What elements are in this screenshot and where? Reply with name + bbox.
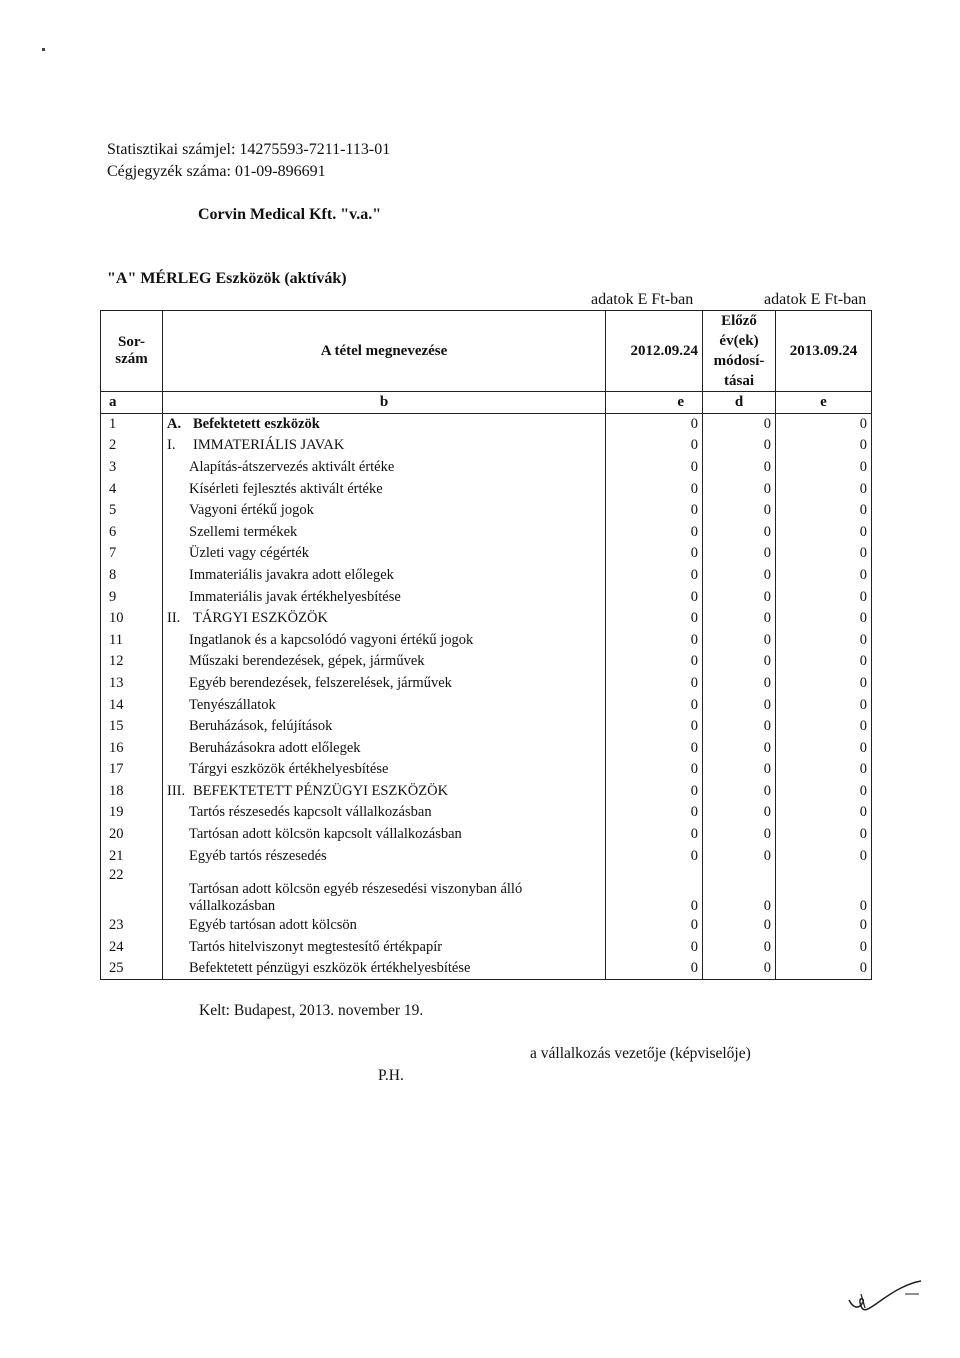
row-label-continued: vállalkozásban bbox=[189, 897, 276, 914]
row-label-cell bbox=[163, 457, 606, 479]
row-label-cell bbox=[163, 781, 606, 803]
table-row bbox=[101, 435, 872, 457]
value-curr: 0 bbox=[776, 543, 872, 565]
value-curr: 0 bbox=[776, 759, 872, 781]
row-label-cell bbox=[163, 915, 606, 937]
letter-e1: e bbox=[606, 392, 703, 414]
row-label-cell bbox=[163, 824, 606, 846]
value-mod: 0 bbox=[703, 824, 776, 846]
row-prefix: I. bbox=[167, 437, 176, 454]
row-number: 18 bbox=[101, 781, 163, 803]
col-header-prev: 2012.09.24 bbox=[606, 311, 703, 392]
row-prefix: A. bbox=[167, 416, 182, 433]
row-label-cell bbox=[163, 673, 606, 695]
row-label: Befektetett pénzügyi eszközök értékhelyesbítése bbox=[189, 960, 471, 977]
value-mod: 0 bbox=[703, 586, 776, 608]
value-curr: 0 bbox=[776, 500, 872, 522]
table-row bbox=[101, 565, 872, 587]
value-curr: 0 bbox=[776, 586, 872, 608]
row-number: 9 bbox=[101, 586, 163, 608]
col-header-curr: 2013.09.24 bbox=[776, 311, 872, 392]
value-mod: 0 bbox=[703, 414, 776, 436]
value-mod: 0 bbox=[703, 500, 776, 522]
row-label-cell bbox=[163, 845, 606, 867]
row-label: Ingatlanok és a kapcsolódó vagyoni értékű jogok bbox=[189, 631, 474, 648]
table-row bbox=[101, 737, 872, 759]
row-label-cell bbox=[163, 651, 606, 673]
row-label: TÁRGYI ESZKÖZÖK bbox=[193, 610, 328, 627]
table-row bbox=[101, 651, 872, 673]
col-header-mod: Előző év(ek) módosí-tásai bbox=[703, 311, 776, 392]
company-name: Corvin Medical Kft. "v.a." bbox=[198, 206, 382, 223]
value-curr: 0 bbox=[776, 414, 872, 436]
value-mod: 0 bbox=[703, 958, 776, 980]
table-row bbox=[101, 608, 872, 630]
value-mod: 0 bbox=[703, 716, 776, 738]
value-mod: 0 bbox=[703, 694, 776, 716]
value-curr: 0 bbox=[776, 608, 872, 630]
table-row bbox=[101, 802, 872, 824]
value-mod: 0 bbox=[703, 802, 776, 824]
value-prev: 0 bbox=[606, 937, 703, 959]
date-place: Kelt: Budapest, 2013. november 19. bbox=[199, 1002, 424, 1019]
value-prev: 0 bbox=[606, 435, 703, 457]
row-label: Befektetett eszközök bbox=[193, 416, 320, 433]
row-label: Kísérleti fejlesztés aktivált értéke bbox=[189, 480, 383, 497]
table-row bbox=[101, 543, 872, 565]
value-mod: 0 bbox=[703, 673, 776, 695]
row-label: IMMATERIÁLIS JAVAK bbox=[193, 437, 345, 454]
row-label: Műszaki berendezések, gépek, járművek bbox=[189, 653, 425, 670]
row-label-cell bbox=[163, 478, 606, 500]
value-mod: 0 bbox=[703, 478, 776, 500]
unit-label-left: adatok E Ft-ban bbox=[591, 291, 694, 308]
table-row bbox=[101, 478, 872, 500]
value-prev: 0 bbox=[606, 802, 703, 824]
table-row bbox=[101, 629, 872, 651]
row-number: 5 bbox=[101, 500, 163, 522]
row-label-cell bbox=[163, 521, 606, 543]
value-curr: 0 bbox=[776, 867, 872, 915]
col-header-name: A tétel megnevezése bbox=[163, 311, 606, 392]
row-label: Tárgyi eszközök értékhelyesbítése bbox=[189, 761, 389, 778]
value-mod: 0 bbox=[703, 845, 776, 867]
value-prev: 0 bbox=[606, 694, 703, 716]
value-curr: 0 bbox=[776, 716, 872, 738]
value-prev: 0 bbox=[606, 586, 703, 608]
table-body bbox=[101, 414, 872, 980]
row-label: Üzleti vagy cégérték bbox=[189, 545, 309, 562]
letter-b: b bbox=[163, 392, 606, 414]
value-curr: 0 bbox=[776, 694, 872, 716]
row-label-cell bbox=[163, 608, 606, 630]
value-prev: 0 bbox=[606, 867, 703, 915]
value-curr: 0 bbox=[776, 737, 872, 759]
row-number: 17 bbox=[101, 759, 163, 781]
table-row bbox=[101, 781, 872, 803]
row-label: Beruházások, felújítások bbox=[189, 718, 333, 735]
row-number: 3 bbox=[101, 457, 163, 479]
row-label: Egyéb tartósan adott kölcsön bbox=[189, 917, 357, 934]
value-prev: 0 bbox=[606, 759, 703, 781]
value-curr: 0 bbox=[776, 781, 872, 803]
value-prev: 0 bbox=[606, 521, 703, 543]
row-prefix: II. bbox=[167, 610, 181, 627]
row-label-cell bbox=[163, 716, 606, 738]
table-row bbox=[101, 694, 872, 716]
registration-number: Cégjegyzék száma: 01-09-896691 bbox=[107, 163, 326, 180]
letter-row bbox=[101, 392, 872, 414]
table-row bbox=[101, 500, 872, 522]
row-label: BEFEKTETETT PÉNZÜGYI ESZKÖZÖK bbox=[193, 782, 449, 799]
value-curr: 0 bbox=[776, 824, 872, 846]
value-prev: 0 bbox=[606, 673, 703, 695]
row-number: 1 bbox=[101, 414, 163, 436]
row-label: Tartósan adott kölcsön egyéb részesedési viszonyban álló bbox=[189, 880, 523, 897]
row-number: 14 bbox=[101, 694, 163, 716]
value-curr: 0 bbox=[776, 651, 872, 673]
table-row bbox=[101, 958, 872, 980]
row-label: Egyéb tartós részesedés bbox=[189, 847, 327, 864]
value-mod: 0 bbox=[703, 651, 776, 673]
value-mod: 0 bbox=[703, 608, 776, 630]
value-mod: 0 bbox=[703, 937, 776, 959]
value-prev: 0 bbox=[606, 651, 703, 673]
row-label-cell bbox=[163, 586, 606, 608]
value-mod: 0 bbox=[703, 781, 776, 803]
row-label: Tartósan adott kölcsön kapcsolt vállalkozásban bbox=[189, 826, 462, 843]
value-curr: 0 bbox=[776, 802, 872, 824]
row-number: 25 bbox=[101, 958, 163, 980]
row-label-cell bbox=[163, 694, 606, 716]
row-number: 12 bbox=[101, 651, 163, 673]
balance-table bbox=[100, 310, 872, 980]
row-number: 16 bbox=[101, 737, 163, 759]
value-prev: 0 bbox=[606, 500, 703, 522]
value-curr: 0 bbox=[776, 958, 872, 980]
unit-label-right: adatok E Ft-ban bbox=[764, 291, 867, 308]
letter-e2: e bbox=[776, 392, 872, 414]
table-row bbox=[101, 521, 872, 543]
value-prev: 0 bbox=[606, 958, 703, 980]
row-number: 2 bbox=[101, 435, 163, 457]
row-label-cell bbox=[163, 937, 606, 959]
value-prev: 0 bbox=[606, 565, 703, 587]
row-label: Tartós részesedés kapcsolt vállalkozásban bbox=[189, 804, 432, 821]
row-label: Tartós hitelviszonyt megtestesítő értékpapír bbox=[189, 938, 443, 955]
value-mod: 0 bbox=[703, 565, 776, 587]
value-curr: 0 bbox=[776, 435, 872, 457]
row-number: 15 bbox=[101, 716, 163, 738]
value-curr: 0 bbox=[776, 457, 872, 479]
row-number: 13 bbox=[101, 673, 163, 695]
value-mod: 0 bbox=[703, 629, 776, 651]
row-label-cell bbox=[163, 565, 606, 587]
row-label-cell bbox=[163, 435, 606, 457]
value-mod: 0 bbox=[703, 457, 776, 479]
value-prev: 0 bbox=[606, 608, 703, 630]
value-curr: 0 bbox=[776, 915, 872, 937]
value-prev: 0 bbox=[606, 737, 703, 759]
row-label: Beruházásokra adott előlegek bbox=[189, 739, 361, 756]
value-prev: 0 bbox=[606, 824, 703, 846]
value-prev: 0 bbox=[606, 781, 703, 803]
value-curr: 0 bbox=[776, 937, 872, 959]
table-row bbox=[101, 867, 872, 915]
value-curr: 0 bbox=[776, 565, 872, 587]
value-curr: 0 bbox=[776, 478, 872, 500]
table-header-row bbox=[101, 311, 872, 392]
row-number: 8 bbox=[101, 565, 163, 587]
value-prev: 0 bbox=[606, 629, 703, 651]
table-row bbox=[101, 457, 872, 479]
row-label-cell bbox=[163, 958, 606, 980]
value-mod: 0 bbox=[703, 543, 776, 565]
row-number: 11 bbox=[101, 629, 163, 651]
value-mod: 0 bbox=[703, 867, 776, 915]
col-header-no: Sor-szám bbox=[101, 311, 163, 392]
row-label-cell bbox=[163, 629, 606, 651]
row-label-cell bbox=[163, 802, 606, 824]
signatory-label: a vállalkozás vezetője (képviselője) bbox=[530, 1045, 751, 1062]
letter-a: a bbox=[101, 392, 163, 414]
value-prev: 0 bbox=[606, 915, 703, 937]
table-row bbox=[101, 845, 872, 867]
row-number: 22 bbox=[101, 867, 163, 915]
row-number: 24 bbox=[101, 937, 163, 959]
value-prev: 0 bbox=[606, 543, 703, 565]
value-prev: 0 bbox=[606, 414, 703, 436]
row-number: 20 bbox=[101, 824, 163, 846]
scan-speck bbox=[42, 48, 45, 51]
table-row bbox=[101, 937, 872, 959]
stat-id: Statisztikai számjel: 14275593-7211-113-01 bbox=[107, 141, 391, 158]
value-prev: 0 bbox=[606, 716, 703, 738]
value-prev: 0 bbox=[606, 457, 703, 479]
value-mod: 0 bbox=[703, 737, 776, 759]
stamp-label: P.H. bbox=[378, 1067, 404, 1084]
row-label: Alapítás-átszervezés aktivált értéke bbox=[189, 458, 395, 475]
row-label: Immateriális javakra adott előlegek bbox=[189, 566, 394, 583]
row-label: Szellemi termékek bbox=[189, 523, 298, 540]
table-row bbox=[101, 824, 872, 846]
value-curr: 0 bbox=[776, 521, 872, 543]
value-mod: 0 bbox=[703, 759, 776, 781]
letter-d: d bbox=[703, 392, 776, 414]
row-number: 10 bbox=[101, 608, 163, 630]
row-label-cell bbox=[163, 414, 606, 436]
row-number: 7 bbox=[101, 543, 163, 565]
value-curr: 0 bbox=[776, 629, 872, 651]
value-prev: 0 bbox=[606, 478, 703, 500]
row-prefix: III. bbox=[167, 782, 186, 799]
row-number: 23 bbox=[101, 915, 163, 937]
row-label: Immateriális javak értékhelyesbítése bbox=[189, 588, 401, 605]
row-label: Tenyészállatok bbox=[189, 696, 276, 713]
row-number: 19 bbox=[101, 802, 163, 824]
table-row bbox=[101, 716, 872, 738]
row-label-cell bbox=[163, 737, 606, 759]
value-curr: 0 bbox=[776, 673, 872, 695]
table-row bbox=[101, 759, 872, 781]
table-row bbox=[101, 414, 872, 436]
table-row bbox=[101, 673, 872, 695]
signature-icon bbox=[843, 1280, 923, 1330]
table-row bbox=[101, 915, 872, 937]
row-label-cell bbox=[163, 759, 606, 781]
row-label-cell bbox=[163, 867, 606, 915]
row-label-cell bbox=[163, 543, 606, 565]
table-row bbox=[101, 586, 872, 608]
balance-title: "A" MÉRLEG Eszközök (aktívák) bbox=[107, 270, 347, 287]
value-mod: 0 bbox=[703, 435, 776, 457]
value-prev: 0 bbox=[606, 845, 703, 867]
value-mod: 0 bbox=[703, 521, 776, 543]
row-label: Egyéb berendezések, felszerelések, járművek bbox=[189, 674, 452, 691]
row-label: Vagyoni értékű jogok bbox=[189, 502, 314, 519]
row-number: 21 bbox=[101, 845, 163, 867]
row-number: 6 bbox=[101, 521, 163, 543]
row-label-cell bbox=[163, 500, 606, 522]
value-mod: 0 bbox=[703, 915, 776, 937]
row-number: 4 bbox=[101, 478, 163, 500]
value-curr: 0 bbox=[776, 845, 872, 867]
